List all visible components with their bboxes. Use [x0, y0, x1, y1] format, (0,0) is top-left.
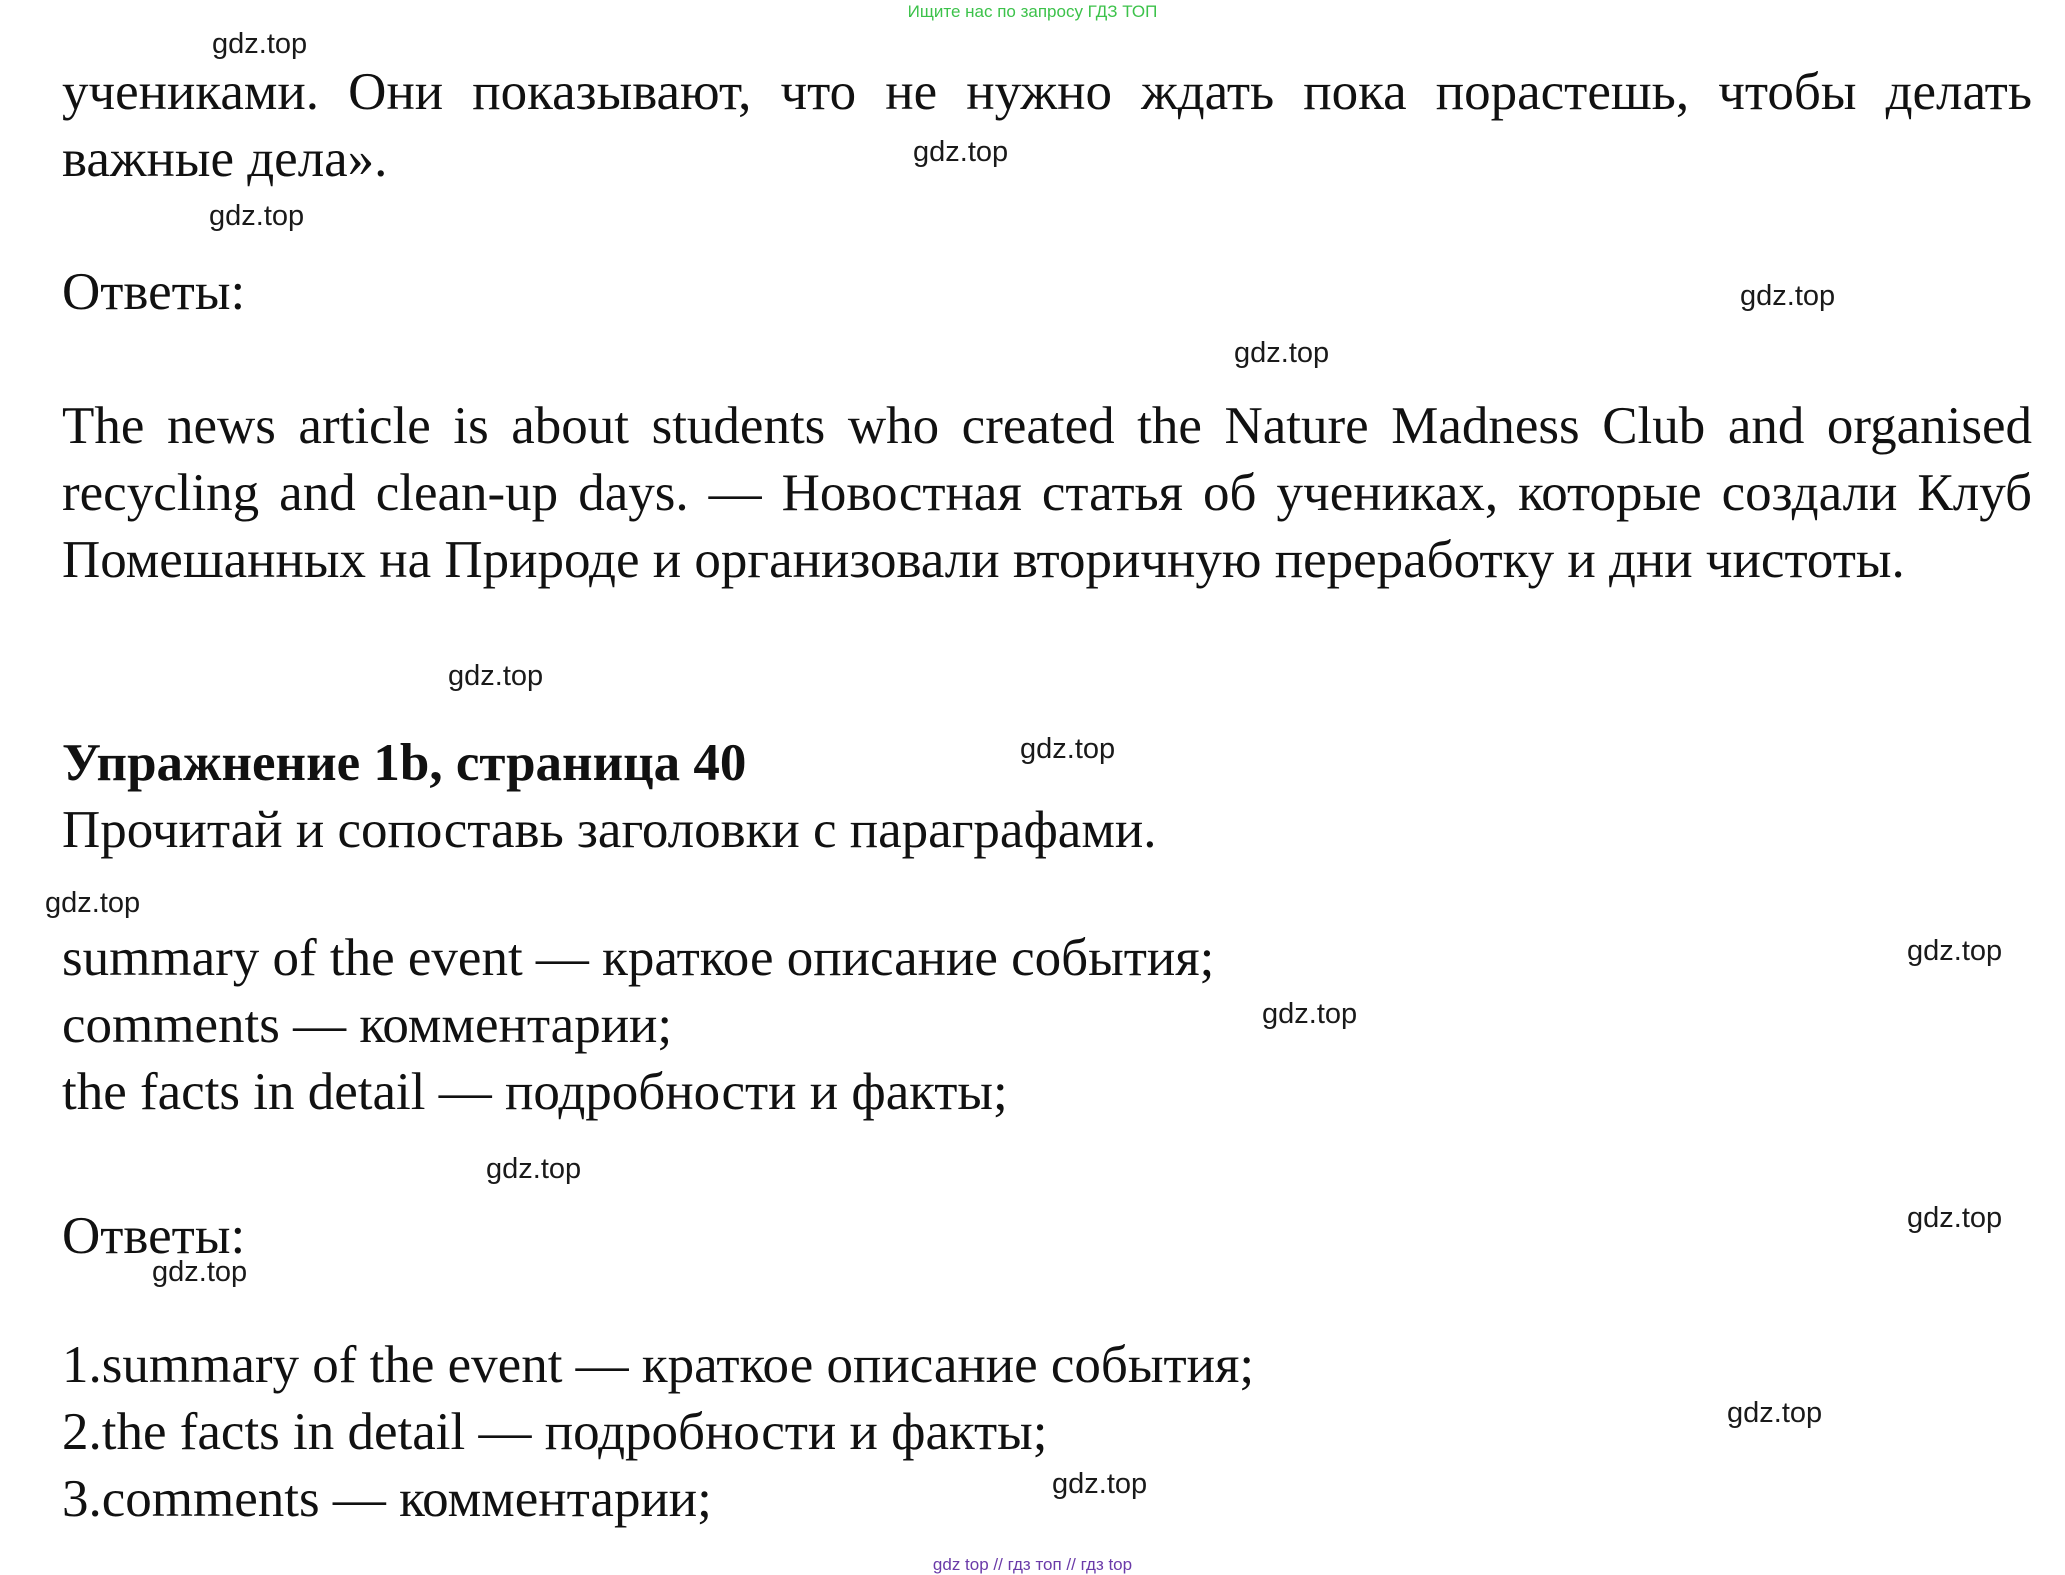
list-item: the facts in detail — подробности и факты; [62, 1063, 1008, 1121]
watermark: gdz.top [1052, 1468, 1148, 1500]
watermark: gdz.top [913, 136, 1009, 168]
watermark: gdz.top [1907, 1202, 2003, 1234]
answers-label: Ответы: [62, 263, 246, 321]
answer-paragraph: The news article is about students who created the Nature Madness Club and organised recycling and clean-up days. — Новостная статья об учениках, которые создали Клуб Помешанных на Природе и организовали вторичную переработку и дни чистоты. [62, 397, 2032, 589]
list-item: 1.summary of the event — краткое описание события; [62, 1336, 1255, 1394]
watermark: gdz.top [1020, 733, 1116, 765]
watermark: gdz.top [212, 28, 308, 60]
list-item: 3.comments — комментарии; [62, 1470, 712, 1528]
watermark: gdz.top [152, 1256, 248, 1288]
top-banner[interactable]: Ищите нас по запросу ГДЗ ТОП [907, 2, 1158, 21]
watermark: gdz.top [1907, 935, 2003, 967]
watermark: gdz.top [1740, 280, 1836, 312]
list-item: comments — комментарии; [62, 996, 673, 1054]
answers-label: Ответы: [62, 1207, 246, 1265]
footer-links[interactable]: gdz top // гдз топ // гдз top [932, 1555, 1133, 1574]
watermark: gdz.top [486, 1153, 582, 1185]
list-item: 2.the facts in detail — подробности и факты; [62, 1403, 1048, 1461]
watermark: gdz.top [448, 660, 544, 692]
exercise-title: Упражнение 1b, страница 40 [62, 734, 747, 792]
watermark: gdz.top [1234, 337, 1330, 369]
watermark: gdz.top [1727, 1397, 1823, 1429]
watermark: gdz.top [1262, 998, 1358, 1030]
list-item: summary of the event — краткое описание события; [62, 929, 1215, 987]
exercise-instruction: Прочитай и сопоставь заголовки с параграфами. [62, 801, 1157, 859]
intro-text: учениками. Они показывают, что не нужно ждать пока порастешь, чтобы делать важные дела». [62, 63, 2032, 188]
watermark: gdz.top [209, 200, 305, 232]
watermark: gdz.top [45, 887, 141, 919]
